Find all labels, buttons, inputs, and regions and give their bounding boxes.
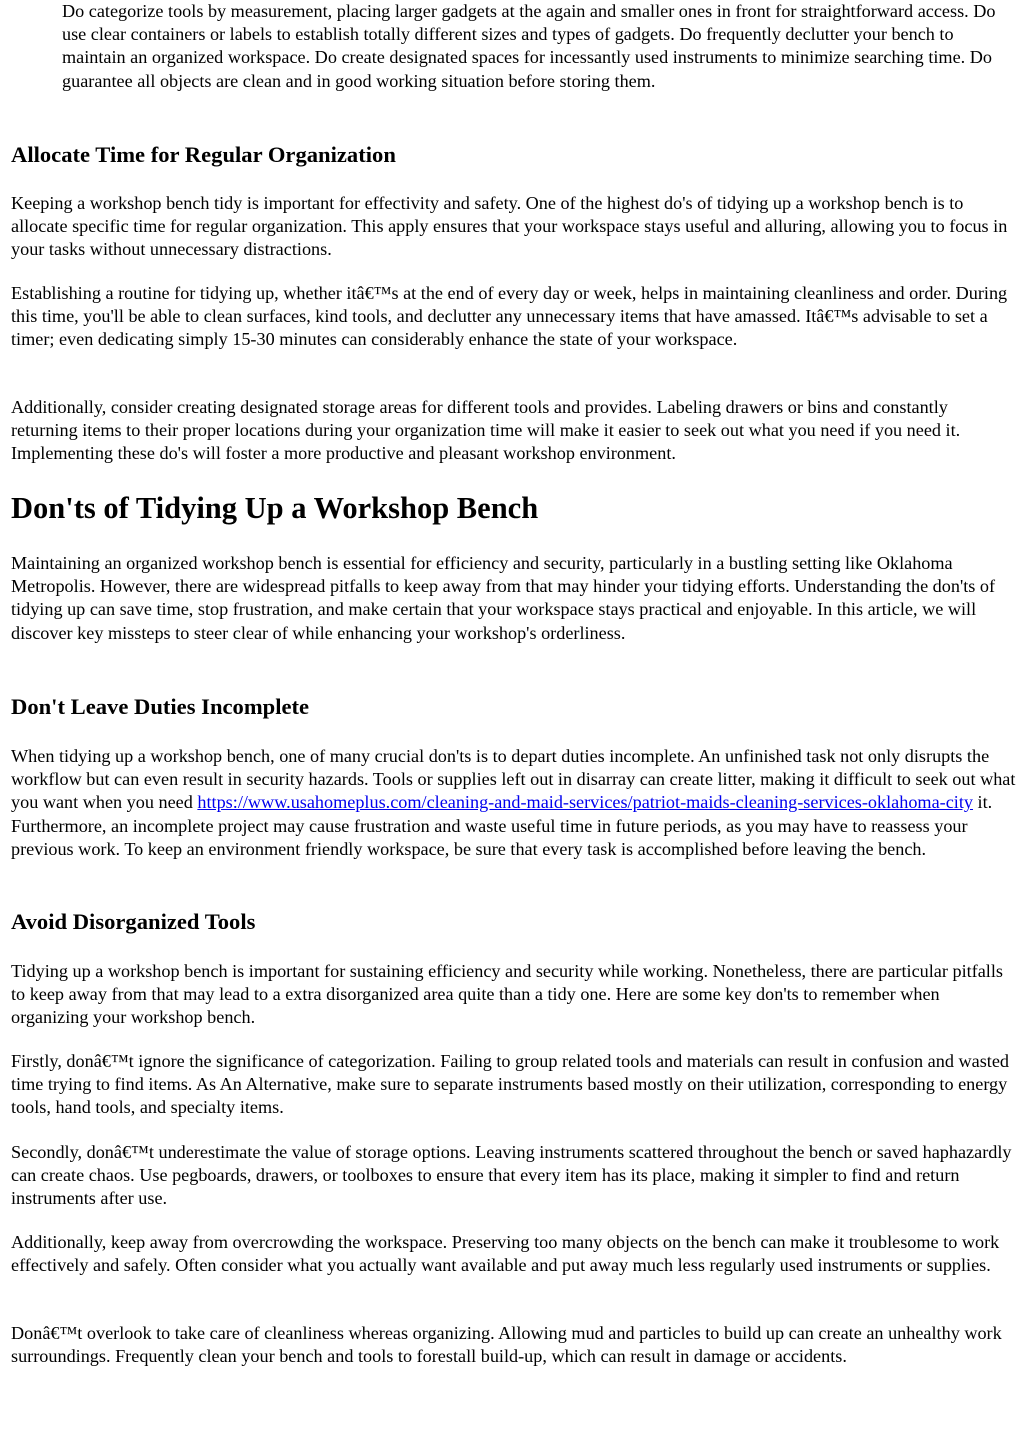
allocate-paragraph-1: Keeping a workshop bench tidy is important for effectivity and safety. One of the highest do's of tidying up a workshop bench is to allocate specific time for regular organization. This apply ensures that your workspace stays useful and alluring, allowing you to focus in your tasks without unnecessary distractions. [11, 193, 1008, 260]
incomplete-paragraph [11, 745, 1016, 861]
cleaning-services-link[interactable]: https://www.usahomeplus.com/cleaning-and-maid-services/patriot-maids-cleaning-services-oklahoma-city [197, 792, 973, 813]
disorganized-paragraph-5: Donâ€™t overlook to take care of cleanliness whereas organizing. Allowing mud and particles to build up can create an unhealthy work surroundings. Frequently clean your bench and tools to forestall build-up, which can result in damage or accidents. [11, 1323, 1002, 1367]
intro-tail-paragraph: Do categorize tools by measurement, placing larger gadgets at the again and smaller ones in front for straightforward access. Do use clear containers or labels to establish totally different sizes and types of gadgets. Do frequently declutter your bench to maintain an organized workspace. Do create designated spaces for incessantly used instruments to minimize searching time. Do guarantee all objects are clean and in good working situation before storing them. [62, 1, 996, 91]
incomplete-text-before: When tidying up a workshop bench, one of many crucial don'ts is to depart duties incomplete. An unfinished task not only disrupts the workflow but can even result in security hazards. Tools or supplies left out in disarray can create litter, making it difficult to seek out what you want when you need [11, 746, 1016, 813]
disorganized-paragraph-1: Tidying up a workshop bench is important for sustaining efficiency and security while working. Nonetheless, there are particular pitfalls to keep away from that may lead to a extra disorganized area quite than a tidy one. Here are some key don'ts to remember when organizing your workshop bench. [11, 961, 1003, 1028]
heading-allocate-time: Allocate Time for Regular Organization [11, 142, 396, 167]
allocate-paragraph-2: Establishing a routine for tidying up, whether itâ€™s at the end of every day or week, helps in maintaining cleanliness and order. During this time, you'll be able to clean surfaces, kind tools, and declutter any unnecessary items that have amassed. Itâ€™s advisable to set a timer; even dedicating simply 15-30 minutes can considerably enhance the state of your workspace. [11, 283, 1008, 350]
disorganized-paragraph-4: Additionally, keep away from overcrowding the workspace. Preserving too many objects on the bench can make it troublesome to work effectively and safely. Often consider what you actually want available and put away much less regularly used instruments or supplies. [11, 1232, 1000, 1276]
donts-paragraph-1: Maintaining an organized workshop bench is essential for efficiency and security, particularly in a bustling setting like Oklahoma Metropolis. However, there are widespread pitfalls to keep away from that may hinder your tidying efforts. Understanding the don'ts of tidying up can save time, stop frustration, and make certain that your workspace stays practical and enjoyable. In this article, we will discover key missteps to steer clear of while enhancing your workshop's orderliness. [11, 553, 996, 643]
heading-incomplete: Don't Leave Duties Incomplete [11, 694, 310, 719]
heading-donts: Don'ts of Tidying Up a Workshop Bench [11, 491, 539, 525]
incomplete-text-after: it. Furthermore, an incomplete project may cause frustration and waste useful time in future periods, as you may have to reassess your previous work. To keep an environment friendly workspace, be sure that every task is accomplished before leaving the bench. [11, 792, 993, 859]
disorganized-paragraph-2: Firstly, donâ€™t ignore the significance of categorization. Failing to group related tools and materials can result in confusion and wasted time trying to find items. As An Alternative, make sure to separate instruments based mostly on their utilization, corresponding to energy tools, hand tools, and specialty items. [11, 1051, 1009, 1118]
disorganized-paragraph-3: Secondly, donâ€™t underestimate the value of storage options. Leaving instruments scattered throughout the bench or saved haphazardly can create chaos. Use pegboards, drawers, or toolboxes to ensure that every item has its place, making it simpler to find and return instruments after use. [11, 1142, 1012, 1209]
heading-disorganized: Avoid Disorganized Tools [11, 909, 256, 934]
allocate-paragraph-3: Additionally, consider creating designated storage areas for different tools and provides. Labeling drawers or bins and constantly returning items to their proper locations during your organization time will make it easier to seek out what you need if you need it. Implementing these do's will foster a more productive and pleasant workshop environment. [11, 397, 961, 464]
